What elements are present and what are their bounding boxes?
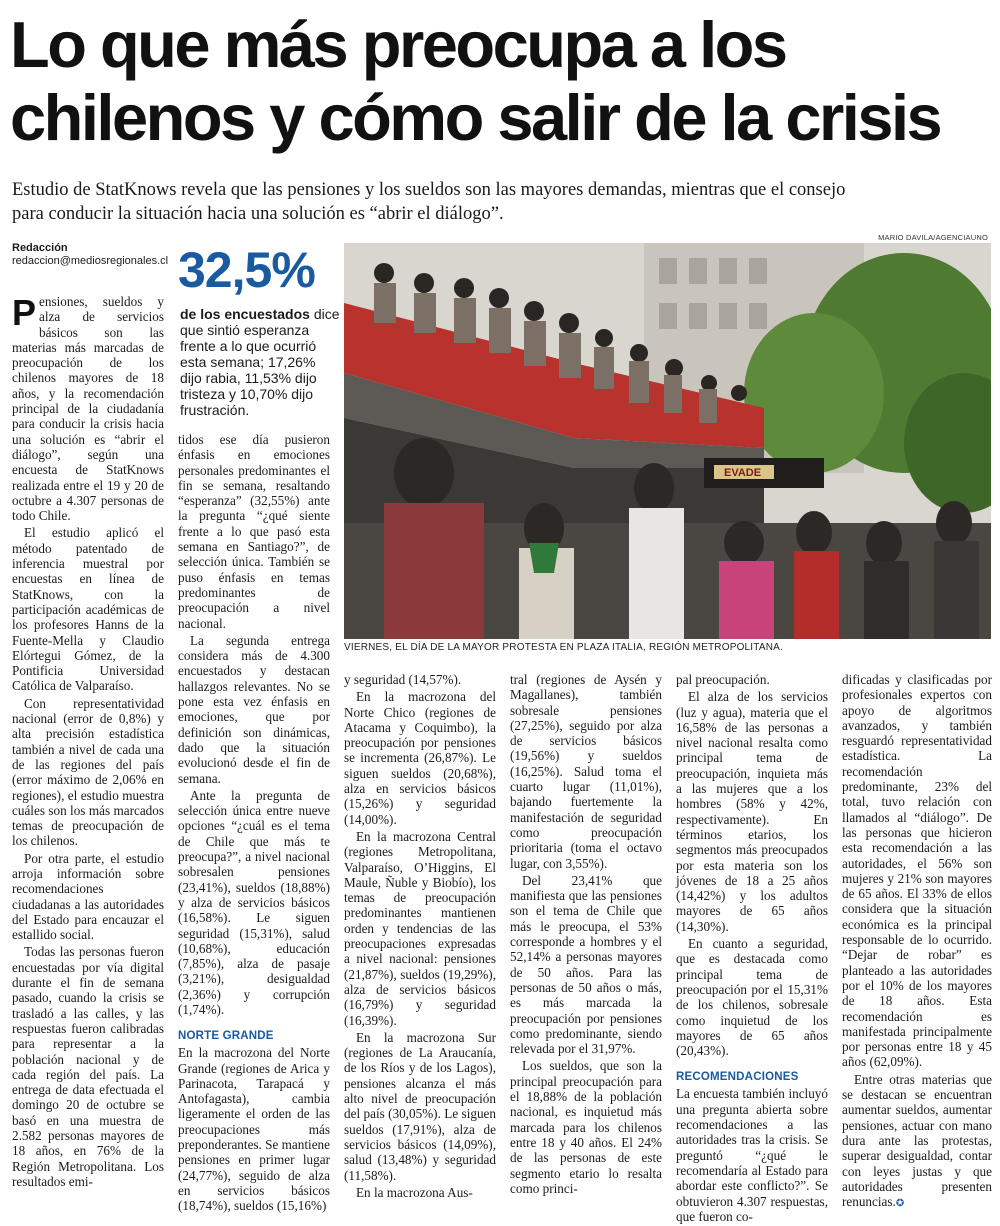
- paragraph: Pensiones, sueldos y alza de servicios básicos son las materias más marcadas de preocupación de los chilenos mayores de 18 años, y la recomendación principal de la ciudadanía para conducir la crisis hacia una solución es “abrir el diálogo”, según una encuesta de StatKnows realizada entre el 19 y 20 de octubre a 4.307 personas de todo Chile.: [12, 292, 164, 524]
- subheading-recomendaciones: RECOMENDACIONES: [676, 1071, 799, 1084]
- headline-line-2: chilenos y cómo salir de la crisis: [10, 81, 941, 154]
- end-mark-icon: ✪: [895, 1198, 905, 1210]
- paragraph: La segunda entrega considera más de 4.300 encuestados y destacan hallazgos relevantes. No se pone esta vez énfasis en emociones, que por definición son dinámicas, dado que la situación evolucionó desde el fin de semana.: [178, 632, 330, 786]
- byline-author: Redacción: [12, 242, 68, 254]
- paragraph: Con representatividad nacional (error de 0,8%) y alta precisión estadística también a nivel de cada una de las regiones del país (error máximo de 2,06% en regiones), el estudio muestra cuáles son los más marcados temas de preocupación de los chilenos.: [12, 695, 164, 849]
- paragraph: El estudio aplicó el método patentado de inferencia muestral por encuestas en línea de StatKnows, con la participación académicas de los profesores Hanns de la Fuente-Mella y Claudio Elórtegui Gómez, de la Pontificia Universidad Católica de Valparaíso.: [12, 525, 164, 694]
- paragraph: dificadas y clasificadas por profesionales expertos con apoyo de algoritmos avanzados, y también resguardó representatividad estadística. La recomendación predominante, 23% del total, tuvo relación con llamados al “diálogo”. De las personas que hicieron esta recomendación a las autoridades, el 56% son mujeres y 21% son mayores de 65 años. El 33% de ellos considera que la situación económica es la principal responsable de lo ocurrido. “Dejar de robar” es planteado a las autoridades por el 10% de los mayores de 18 años. Esta recomendación es manifestada principalmente por personas entre 18 y 45 años (62,09%).: [842, 672, 992, 1070]
- paragraph: y seguridad (14,57%).: [344, 672, 462, 687]
- headline-line-1: Lo que más preocupa a los: [10, 8, 786, 81]
- headline: [10, 8, 995, 154]
- photo-caption: VIERNES, EL DÍA DE LA MAYOR PROTESTA EN PLAZA ITALIA, REGIÓN METROPOLITANA.: [344, 642, 783, 653]
- article-column-2: [178, 432, 330, 1216]
- paragraph: En cuanto a seguridad, que es destacada como principal tema de preocupación por el 15,31% de los chilenos, sobresale como inquietud de los mayores de 65 años (20,43%).: [676, 936, 828, 1059]
- photo-credit: MARIO DAVILA/AGENCIAUNO: [878, 233, 988, 242]
- article-column-4: [510, 672, 662, 1198]
- paragraph: En la macrozona Central (regiones Metropolitana, Valparaíso, O’Higgins, El Maule, Ñuble y Biobío), los temas de preocupación predominantes mantienen orden y tendencias de las preocupaciones expresadas a nivel nacional: pensiones (21,87%), sueldos (19,29%), alza de servicios básicos (16,79%) y seguridad (16,39%).: [344, 828, 496, 1028]
- highlight-text: [180, 306, 340, 418]
- paragraph: En la macrozona del Norte Chico (regiones de Atacama y Coquimbo), la preocupación por pensiones se incrementa (26,87%). Le siguen sueldos (20,68%), alza en servicios básicos (15,26%) y seguridad (14,00%).: [344, 689, 496, 827]
- paragraph: En la macrozona Sur (regiones de La Araucanía, de los Ríos y de los Lagos), pensiones alcanza el más alto nivel de preocupación del país (30,05%). Le siguen sueldos (17,91%), alza de servicios básicos (14,09%), salud (13,48%) y seguridad (11,58%).: [344, 1029, 496, 1183]
- deck-line-2: para conducir la situación hacia una solución es “abrir el diálogo”.: [12, 204, 504, 224]
- highlight-number: 32,5%: [178, 242, 315, 298]
- byline: [12, 242, 177, 268]
- paragraph: La encuesta también incluyó una pregunta abierta sobre recomendaciones a las autoridades tras la crisis. Se preguntó “¿qué le recomendaría al Estado para abordar este conflicto?”. Se obtuvieron 4.307 respuestas, que fueron co-: [676, 1086, 828, 1224]
- byline-email[interactable]: redaccion@mediosregionales.cl: [12, 255, 169, 267]
- paragraph: tral (regiones de Aysén y Magallanes), también sobresale pensiones (27,25%), seguido por alza de servicios básicos (19,56%) y sueldos (16,25%). Salud toma el cuarto lugar (11,01%), bajando fuertemente la manifestación de seguridad como preocupación prioritaria (toma el octavo lugar, con 3,55%).: [510, 672, 662, 871]
- highlight-bold: de los encuestados: [180, 306, 310, 322]
- article-column-5: [676, 672, 828, 1226]
- paragraph: Los sueldos, que son la principal preocupación para el 18,88% de la población nacional, es inquietud más marcada para los chilenos entre 18 y 40 años. El 24% de las personas de este segmento etario lo resalta como princi-: [510, 1058, 662, 1196]
- paragraph: Por otra parte, el estudio arroja información sobre recomendaciones ciudadanas a las autoridades del Estado para encauzar el estallido social.: [12, 850, 164, 943]
- paragraph: Ante la pregunta de selección única entre nueve opciones “¿cuál es el tema de Chile que más te preocupa?”, a nivel nacional sobresalen pensiones (23,41%), sueldos (18,88%) y alza de servicios básicos (16,58%). Le siguen seguridad (15,31%), salud (10,68%), educación (7,85%), alza de pasaje (3,21%), desigualdad (2,36%) y corrupción (1,74%).: [178, 787, 330, 1017]
- paragraph: El alza de los servicios (luz y agua), materia que el 16,58% de las personas a nivel nacional resalta como principal tema de preocupación, inquieta más a las mujeres que a los hombres (58% y 42%, respectivamente). En términos etarios, los segmentos más preocupados por esta materia son los jóvenes de 18 a 25 años (14,42%) y los adultos mayores de 65 años (14,30%).: [676, 689, 828, 934]
- deck: [12, 178, 987, 226]
- paragraph: Entre otras materias que se destacan se encuentran aumentar sueldos, aumentar pensiones, actuar con mano dura ante las protestas, superar desigualdad, contar con leyes justas y que autoridades presenten renuncias.✪: [842, 1071, 992, 1210]
- paragraph: En la macrozona del Norte Grande (regiones de Arica y Parinacota, Tarapacá y Antofagasta), cambia ligeramente el orden de las preocupaciones más preponderantes. Se mantiene pensiones en primer lugar (24,77%), seguido de alza en servicios básicos (18,74%), sueldos (15,16%): [178, 1045, 330, 1214]
- paragraph: tidos ese día pusieron énfasis en emociones personales predominantes el fin se semana, resaltando “esperanza” (32,55%) ante la pregunta “¿qué siente frente a lo que pasó esta semana en Santiago?”, de selección única. También se puso énfasis en temas predominantes de preocupación a nivel nacional.: [178, 432, 330, 631]
- protest-photo: [344, 243, 991, 639]
- article-column-1: [12, 294, 164, 1191]
- highlight-body: dice que sintió esperanza frente a lo que ocurrió esta semana; 17,26% dijo rabia, 11,53% dijo tristeza y 10,70% dijo frustración.: [180, 306, 340, 418]
- paragraph: Del 23,41% que manifiesta que las pensiones son el tema de Chile que más le preocupa, el 53% corresponde a hombres y el 52,14% a personas mayores de 50 años. Para las personas de 50 años o más, es más marcada la preocupación por pensiones como predominante, siendo relevada por el 31,97%.: [510, 872, 662, 1057]
- photo-sign-text: EVADE: [724, 467, 762, 479]
- drop-cap: P: [12, 292, 37, 333]
- article-column-3: [344, 672, 496, 1202]
- subheading-norte-grande: NORTE GRANDE: [178, 1030, 274, 1043]
- paragraph: pal preocupación.: [676, 672, 770, 687]
- paragraph: En la macrozona Aus-: [356, 1184, 473, 1200]
- deck-line-1: Estudio de StatKnows revela que las pensiones y los sueldos son las mayores demandas, mientras que el consejo: [12, 180, 846, 200]
- paragraph: Todas las personas fueron encuestadas por vía digital durante el fin de semana pasado, cuando la crisis se trasladó a las calles, y las respuestas fueron calibradas para representar a la población nacional y de cada región del país. La entrega de data efectuada el domingo 20 de octubre se basó en una muestra de 2.582 personas mayores de 18 años, en 76% de la Región Metropolitana. Los resultados emi-: [12, 944, 164, 1189]
- protest-photo-illustration: [344, 243, 991, 639]
- article-column-6: [842, 672, 992, 1213]
